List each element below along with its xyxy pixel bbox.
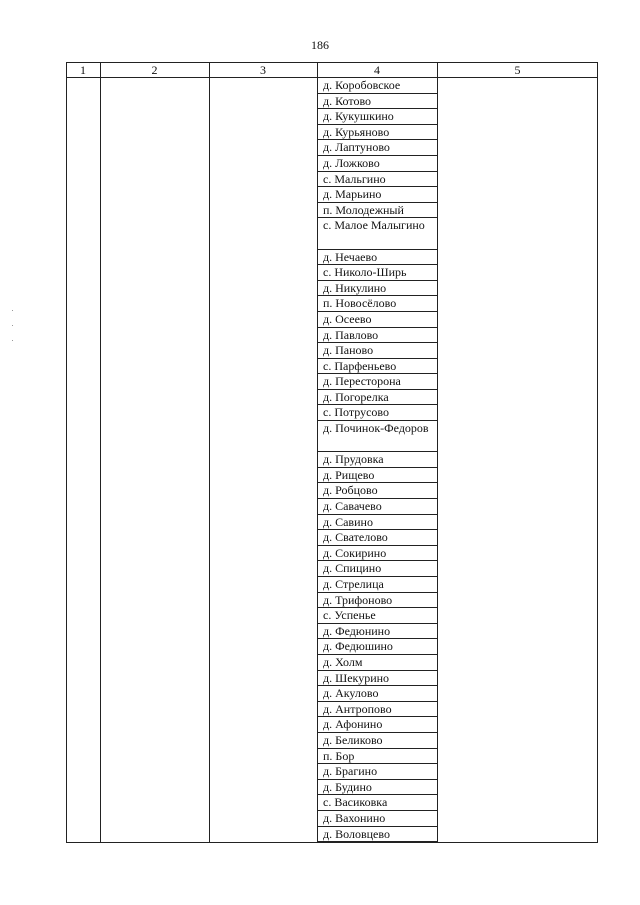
settlement-item: д. Воловцево — [317, 827, 438, 843]
settlement-item: с. Мальгино — [317, 172, 438, 188]
settlement-item: д. Афонино — [317, 717, 438, 733]
settlement-item: д. Брагино — [317, 764, 438, 780]
settlement-item: с. Потрусово — [317, 405, 438, 421]
settlement-item: п. Бор — [317, 749, 438, 765]
column-header-1: 1 — [80, 63, 86, 77]
settlement-item: д. Курьяново — [317, 125, 438, 141]
settlement-item: д. Коробовское — [317, 78, 438, 94]
settlement-item: д. Антропово — [317, 702, 438, 718]
settlement-item: д. Лаптуново — [317, 140, 438, 156]
settlement-item: д. Ложково — [317, 156, 438, 172]
settlement-item: д. Беликово — [317, 733, 438, 749]
settlement-item: д. Погорелка — [317, 390, 438, 406]
settlement-item: д. Федюшино — [317, 639, 438, 655]
settlement-item: д. Савачево — [317, 499, 438, 515]
settlement-item: д. Будино — [317, 780, 438, 796]
settlement-item: д. Свателово — [317, 530, 438, 546]
settlement-item: д. Шекурино — [317, 671, 438, 687]
settlement-item: с. Малое Малыгино — [317, 218, 438, 249]
column-divider — [100, 62, 101, 843]
settlement-item: п. Новосёлово — [317, 296, 438, 312]
settlement-item: д. Нечаево — [317, 250, 438, 266]
settlement-item: д. Марьино — [317, 187, 438, 203]
column-header-3: 3 — [260, 63, 266, 77]
settlement-item: д. Павлово — [317, 328, 438, 344]
settlement-item: д. Никулино — [317, 281, 438, 297]
settlement-item: д. Вахонино — [317, 811, 438, 827]
settlement-item: д. Стрелица — [317, 577, 438, 593]
settlement-list — [317, 78, 438, 842]
settlement-item: д. Паново — [317, 343, 438, 359]
settlement-item: с. Парфеньево — [317, 359, 438, 375]
settlement-item: с. Успенье — [317, 608, 438, 624]
settlement-item: д. Акулово — [317, 686, 438, 702]
margin-specks — [12, 310, 16, 370]
settlement-item: д. Осеево — [317, 312, 438, 328]
settlement-item: д. Котово — [317, 94, 438, 110]
settlement-item: д. Прудовка — [317, 452, 438, 468]
column-header-5: 5 — [514, 63, 521, 77]
settlement-item: д. Трифоново — [317, 593, 438, 609]
settlement-item: д. Починок-Федоров — [317, 421, 438, 452]
column-header-2: 2 — [151, 63, 158, 77]
settlement-item: д. Федюнино — [317, 624, 438, 640]
settlement-item: д. Спицино — [317, 561, 438, 577]
settlement-item: с. Николо-Ширь — [317, 265, 438, 281]
settlement-item: д. Холм — [317, 655, 438, 671]
settlement-item: д. Пересторона — [317, 374, 438, 390]
settlement-item: с. Васиковка — [317, 795, 438, 811]
settlement-item: д. Сокирино — [317, 546, 438, 562]
settlement-item: д. Робцово — [317, 483, 438, 499]
settlement-item: п. Молодежный — [317, 203, 438, 219]
settlement-item: д. Рищево — [317, 468, 438, 484]
page-number: 186 — [311, 38, 329, 52]
settlement-item: д. Кукушкино — [317, 109, 438, 125]
column-header-4: 4 — [374, 63, 380, 77]
column-divider — [209, 62, 210, 843]
settlement-item: д. Савино — [317, 515, 438, 531]
